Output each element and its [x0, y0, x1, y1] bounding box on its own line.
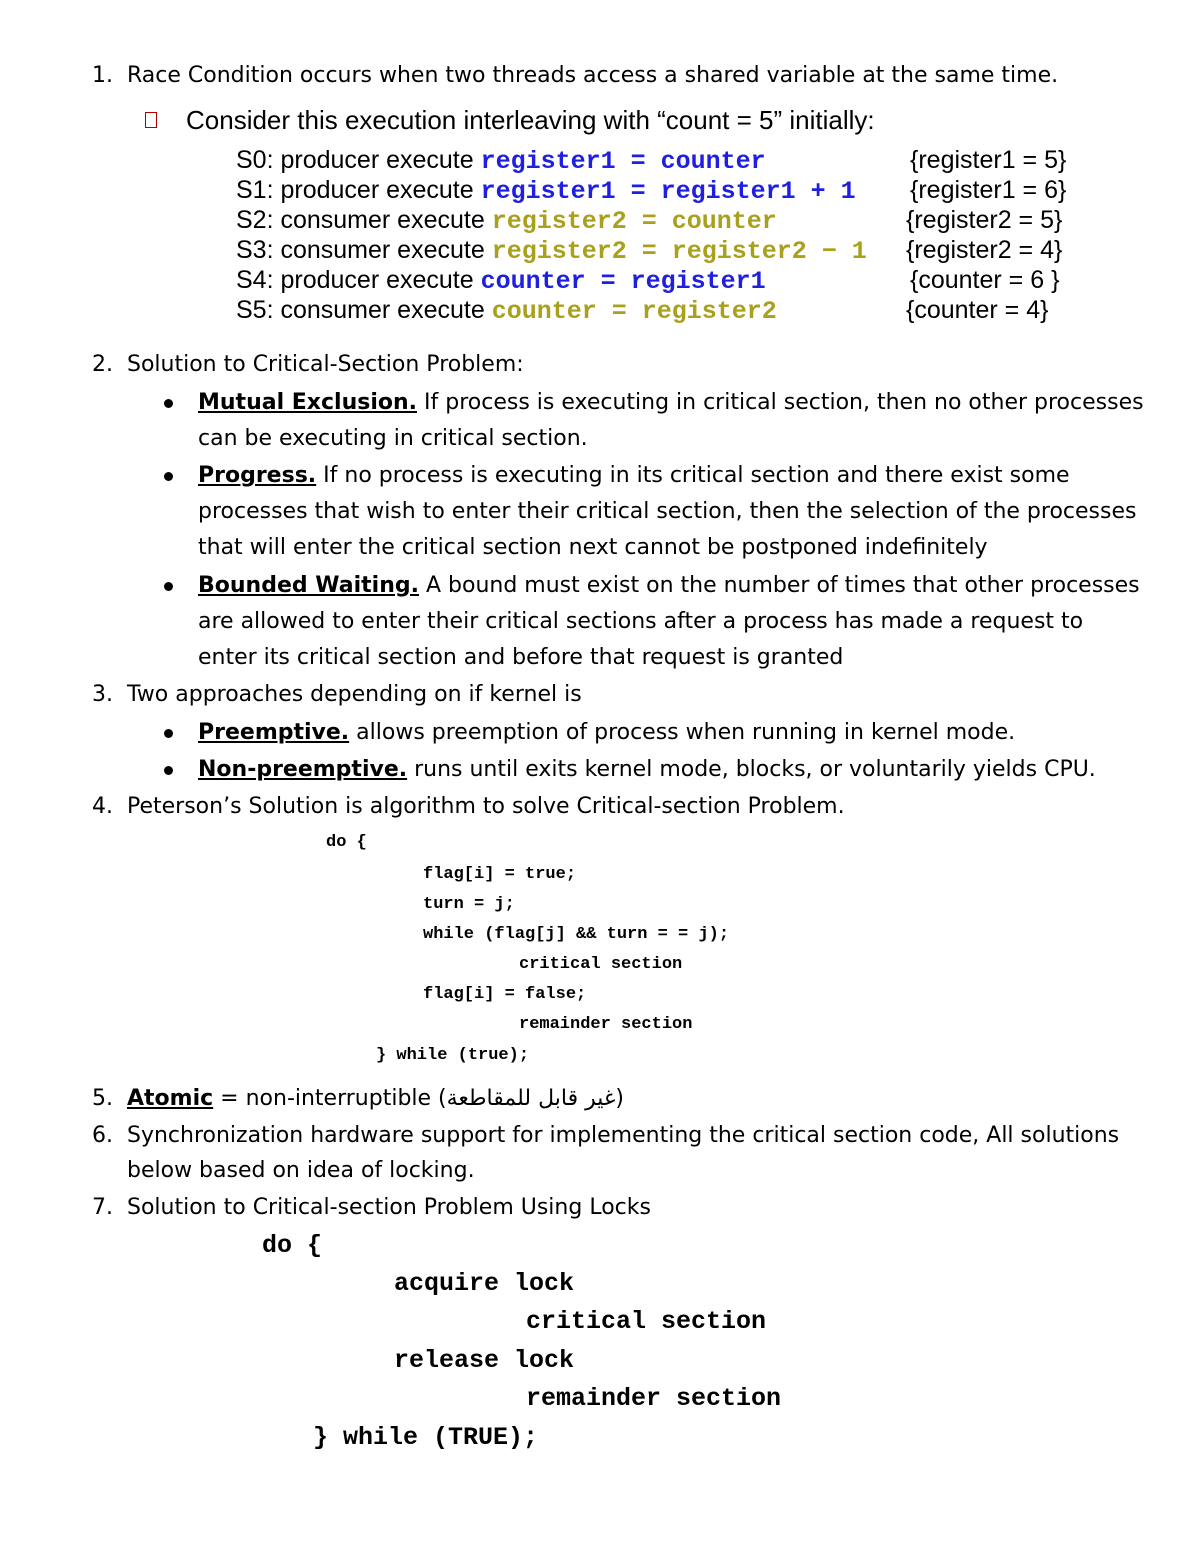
bullet-icon	[164, 399, 173, 408]
slide-row	[236, 205, 777, 237]
item-7-text: Solution to Critical-section Problem Using Locks	[127, 1195, 651, 1220]
item-5-text	[127, 1085, 624, 1113]
slide-row	[236, 235, 867, 267]
code-line: turn = j;	[423, 895, 515, 914]
code-line: critical section	[526, 1307, 767, 1336]
item-1-text: Race Condition occurs when two threads access a shared variable at the same time.	[127, 63, 1059, 88]
slide-step: S2: consumer execute	[236, 206, 492, 234]
code-line: while (flag[j] && turn = = j);	[423, 925, 730, 944]
item-4-text: Peterson’s Solution is algorithm to solve Critical-section Problem.	[127, 794, 845, 819]
item-2-number: 2.	[92, 352, 113, 377]
item-3-text: Two approaches depending on if kernel is	[127, 682, 582, 707]
bullet-icon	[164, 472, 173, 481]
item-3-number: 3.	[92, 682, 113, 707]
slide-code: register1 = register1 + 1	[480, 177, 856, 206]
code-line: remainder section	[519, 1015, 693, 1034]
slide-step: S1: producer execute	[236, 176, 481, 204]
bullet-line: enter its critical section and before that request is granted	[198, 645, 844, 670]
item-4-number: 4.	[92, 794, 113, 819]
slide-heading: Consider this execution interleaving with “count = 5” initially:	[186, 105, 875, 135]
bullet-line: If process is executing in critical section, then no other processes	[417, 390, 1144, 415]
bullet-progress	[198, 462, 1070, 490]
slide-result: {register2 = 4}	[906, 236, 1063, 264]
slide-result: {counter = 4}	[906, 296, 1049, 324]
slide-result: {register1 = 6}	[910, 176, 1067, 204]
code-line: critical section	[519, 955, 683, 974]
bullet-line: runs until exits kernel mode, blocks, or voluntarily yields CPU.	[407, 757, 1096, 782]
bullet-term: Mutual Exclusion.	[198, 390, 418, 415]
item-5-number: 5.	[92, 1086, 113, 1111]
slide-result: {register1 = 5}	[910, 146, 1067, 174]
bullet-term: Progress.	[198, 463, 317, 488]
slide-step: S4: producer execute	[236, 266, 481, 294]
slide-result: {register2 = 5}	[906, 206, 1063, 234]
item-6-number: 6.	[92, 1123, 113, 1148]
slide-row	[236, 175, 856, 207]
item-6-line: below based on idea of locking.	[127, 1158, 475, 1183]
slide-row	[236, 145, 766, 177]
bullet-term: Bounded Waiting.	[198, 573, 419, 598]
item-2-text: Solution to Critical-Section Problem:	[127, 352, 524, 377]
code-line: } while (TRUE);	[313, 1423, 539, 1452]
bullet-mutual-exclusion	[198, 389, 1144, 417]
item-7-number: 7.	[92, 1195, 113, 1220]
bullet-term: Non-preemptive.	[198, 757, 408, 782]
slide-step: S0: producer execute	[236, 146, 481, 174]
code-line: acquire lock	[394, 1269, 575, 1298]
bullet-bounded-waiting	[198, 572, 1140, 600]
slide-result: {counter = 6 }	[910, 266, 1060, 294]
item-1-number: 1.	[92, 63, 113, 88]
bullet-line: allows preemption of process when running in kernel mode.	[349, 720, 1016, 745]
slide-row	[236, 265, 766, 297]
atomic-definition: = non-interruptible (غير قابل للمقاطعة)	[213, 1086, 624, 1111]
bullet-line: If no process is executing in its critical section and there exist some	[316, 463, 1070, 488]
bullet-line: are allowed to enter their critical sections after a process has made a request to	[198, 609, 1084, 634]
atomic-term: Atomic	[127, 1086, 214, 1111]
code-line: flag[i] = true;	[423, 865, 577, 884]
code-line: remainder section	[526, 1384, 782, 1413]
item-6-line: Synchronization hardware support for implementing the critical section code, All solutions	[127, 1123, 1120, 1148]
slide-row	[236, 295, 777, 327]
bullet-preemptive	[198, 719, 1015, 747]
slide-code: register1 = counter	[480, 147, 766, 176]
bullet-term: Preemptive.	[198, 720, 350, 745]
slide-step: S3: consumer execute	[236, 236, 492, 264]
slide-code: counter = register1	[480, 267, 766, 296]
slide-code: register2 = register2 − 1	[491, 237, 867, 266]
slide-code: counter = register2	[491, 297, 777, 326]
code-line: release lock	[394, 1346, 575, 1375]
code-line: do {	[326, 833, 367, 852]
slide-bullet-icon	[145, 112, 157, 128]
bullet-icon	[164, 766, 173, 775]
bullet-icon	[164, 729, 173, 738]
bullet-icon	[164, 582, 173, 591]
bullet-line: A bound must exist on the number of times that other processes	[418, 573, 1140, 598]
slide-code: register2 = counter	[491, 207, 777, 236]
slide-step: S5: consumer execute	[236, 296, 492, 324]
bullet-line: can be executing in critical section.	[198, 426, 588, 451]
code-line: do {	[262, 1231, 323, 1260]
code-line: } while (true);	[376, 1046, 530, 1065]
code-line: flag[i] = false;	[423, 985, 587, 1004]
bullet-non-preemptive	[198, 756, 1096, 784]
bullet-line: processes that wish to enter their critical section, then the selection of the processes	[198, 499, 1137, 524]
bullet-line: that will enter the critical section next cannot be postponed indefinitely	[198, 535, 988, 560]
